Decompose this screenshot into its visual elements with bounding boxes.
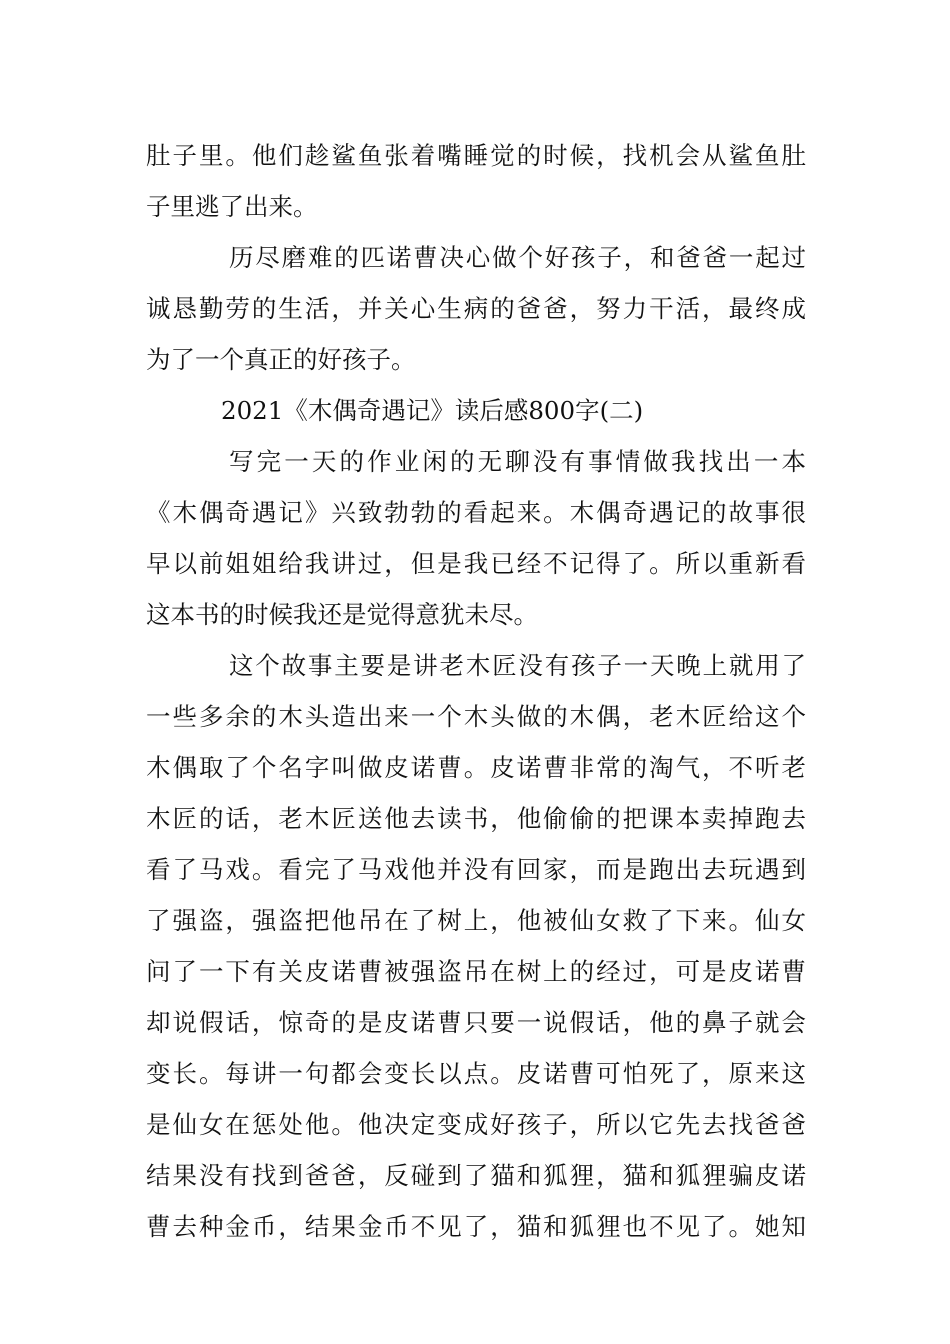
paragraph xyxy=(146,436,806,640)
text-line: 为了一个真正的好孩子。 xyxy=(146,345,416,374)
text-line: 早以前姐姐给我讲过，但是我已经不记得了。所以重新看 xyxy=(146,549,806,578)
text-line: 这个故事主要是讲老木匠没有孩子一天晚上就用了 xyxy=(229,651,806,680)
paragraph xyxy=(146,640,806,1252)
text-line: 历尽磨难的匹诺曹决心做个好孩子，和爸爸一起过 xyxy=(229,243,806,272)
heading-text: 2021《木偶奇遇记》读后感800字(二) xyxy=(221,396,644,425)
text-line: 变长。每讲一句都会变长以点。皮诺曹可怕死了，原来这 xyxy=(146,1059,806,1088)
paragraph-continuation xyxy=(146,130,806,232)
text-line: 看了马戏。看完了马戏他并没有回家，而是跑出去玩遇到 xyxy=(146,855,806,884)
text-line: 是仙女在惩处他。他决定变成好孩子，所以它先去找爸爸 xyxy=(146,1110,806,1139)
text-line: 结果没有找到爸爸，反碰到了猫和狐狸，猫和狐狸骗皮诺 xyxy=(146,1161,806,1190)
text-line: 写完一天的作业闲的无聊没有事情做我找出一本 xyxy=(229,447,806,476)
text-line: 这本书的时候我还是觉得意犹未尽。 xyxy=(146,600,538,629)
text-line: 木匠的话，老木匠送他去读书，他偷偷的把课本卖掉跑去 xyxy=(146,804,806,833)
text-line: 木偶取了个名字叫做皮诺曹。皮诺曹非常的淘气，不听老 xyxy=(146,753,806,782)
text-line: 一些多余的木头造出来一个木头做的木偶，老木匠给这个 xyxy=(146,702,806,731)
text-line: 子里逃了出来。 xyxy=(146,192,318,221)
text-line: 诚恳勤劳的生活，并关心生病的爸爸，努力干活，最终成 xyxy=(146,294,806,323)
text-line: 了强盗，强盗把他吊在了树上，他被仙女救了下来。仙女 xyxy=(146,906,806,935)
text-line: 《木偶奇遇记》兴致勃勃的看起来。木偶奇遇记的故事很 xyxy=(146,498,806,527)
section-heading xyxy=(146,385,806,436)
text-line: 问了一下有关皮诺曹被强盗吊在树上的经过，可是皮诺曹 xyxy=(146,957,806,986)
text-line: 肚子里。他们趁鲨鱼张着嘴睡觉的时候，找机会从鲨鱼肚 xyxy=(146,141,806,170)
text-line: 曹去种金币，结果金币不见了，猫和狐狸也不见了。她知 xyxy=(146,1212,806,1241)
document-body xyxy=(146,130,806,1252)
paragraph xyxy=(146,232,806,385)
text-line: 却说假话，惊奇的是皮诺曹只要一说假话，他的鼻子就会 xyxy=(146,1008,806,1037)
